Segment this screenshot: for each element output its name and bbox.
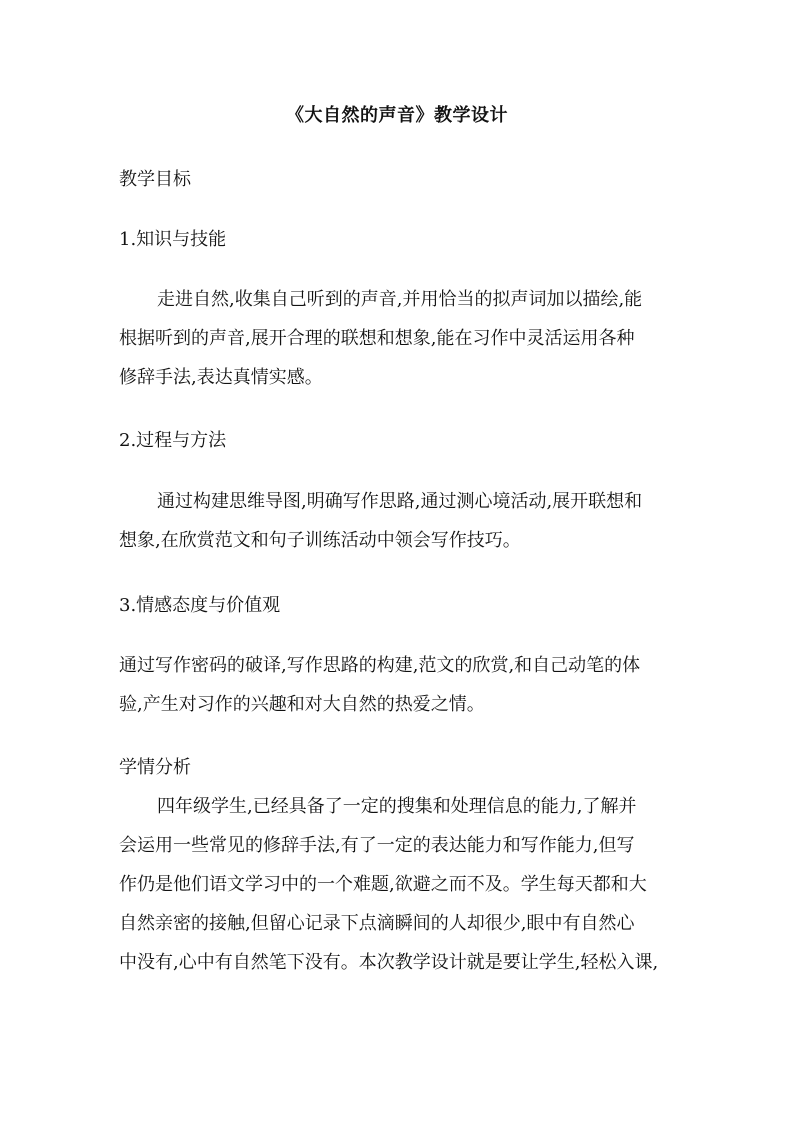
section-heading-learner-analysis: 学情分析 <box>119 757 191 778</box>
paragraph-line: 验,产生对习作的兴趣和对大自然的热爱之情。 <box>119 694 485 715</box>
paragraph-line: 通过写作密码的破译,写作思路的构建,范文的欣赏,和自己动笔的体 <box>119 655 641 676</box>
paragraph-line: 中没有,心中有自然笔下没有。本次教学设计就是要让学生,轻松入课, <box>119 952 659 973</box>
document-title: 《大自然的声音》教学设计 <box>286 105 508 126</box>
paragraph-line: 通过构建思维导图,明确写作思路,通过测心境活动,展开联想和 <box>157 491 643 512</box>
subheading-knowledge-skills: 1.知识与技能 <box>119 229 227 250</box>
paragraph-process-methods <box>119 482 681 560</box>
subheading-emotion-values: 3.情感态度与价值观 <box>119 595 281 616</box>
subheading-process-methods: 2.过程与方法 <box>119 430 227 451</box>
paragraph-line: 根据听到的声音,展开合理的联想和想象,能在习作中灵活运用各种 <box>119 328 635 349</box>
paragraph-emotion-values <box>119 646 681 724</box>
paragraph-knowledge-skills <box>119 280 681 397</box>
paragraph-line: 走进自然,收集自己听到的声音,并用恰当的拟声词加以描绘,能 <box>157 289 643 310</box>
paragraph-line: 想象,在欣赏范文和句子训练活动中领会写作技巧。 <box>119 530 521 551</box>
paragraph-line: 四年级学生,已经具备了一定的搜集和处理信息的能力,了解并 <box>157 796 637 817</box>
paragraph-line: 修辞手法,表达真情实感。 <box>119 367 323 388</box>
paragraph-line: 作仍是他们语文学习中的一个难题,欲避之而不及。学生每天都和大 <box>119 874 647 895</box>
paragraph-line: 会运用一些常见的修辞手法,有了一定的表达能力和写作能力,但写 <box>119 835 635 856</box>
paragraph-line: 自然亲密的接触,但留心记录下点滴瞬间的人却很少,眼中有自然心 <box>119 913 635 934</box>
section-heading-teaching-goals: 教学目标 <box>119 169 191 190</box>
paragraph-learner-analysis <box>119 787 681 982</box>
